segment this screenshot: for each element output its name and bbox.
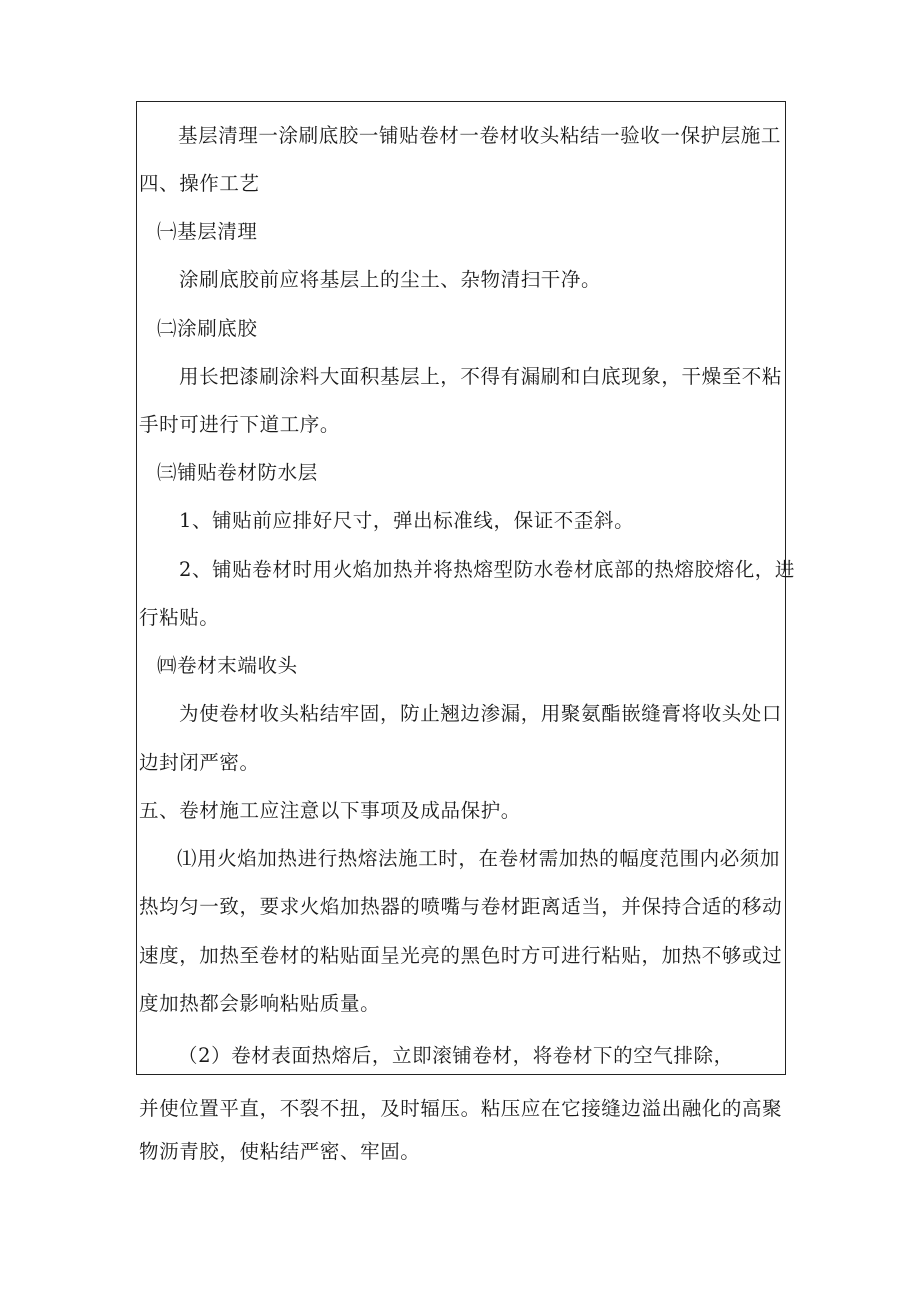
subheading-1: ㈠基层清理 xyxy=(157,220,258,243)
paragraph-text: 手时可进行下道工序。 xyxy=(139,413,341,436)
process-flow-line: 基层清理一涂刷底胶一铺贴卷材一卷材收头粘结一验收一保护层施工 xyxy=(178,124,782,147)
paragraph-text: 热均匀一致，要求火焰加热器的喷嘴与卷材距离适当，并保持合适的移动 xyxy=(139,895,783,918)
subheading-4: ㈣卷材末端收头 xyxy=(157,654,298,677)
subheading-3: ㈢铺贴卷材防水层 xyxy=(157,461,318,484)
paragraph-text: 速度，加热至卷材的粘贴面呈光亮的黑色时方可进行粘贴，加热不够或过 xyxy=(139,944,783,967)
numbered-item-2: （2）卷材表面热熔后，立即滚铺卷材，将卷材下的空气排除， xyxy=(178,1044,734,1067)
content-table-border xyxy=(136,101,786,1075)
paragraph-text: 度加热都会影响粘贴质量。 xyxy=(139,992,381,1015)
paragraph-text: 并使位置平直，不裂不扭，及时辐压。粘压应在它接缝边溢出融化的高聚 xyxy=(139,1097,783,1120)
numbered-item-2: 2、铺贴卷材时用火焰加热并将热熔型防水卷材底部的热熔胶熔化，进 xyxy=(179,558,796,581)
numbered-item-1: 1、铺贴前应排好尺寸，弹出标准线，保证不歪斜。 xyxy=(179,509,635,532)
paragraph-text: 物沥青胶，使粘结严密、牢固。 xyxy=(139,1140,421,1163)
subheading-2: ㈡涂刷底胶 xyxy=(157,317,258,340)
paragraph-text: 行粘贴。 xyxy=(139,606,220,629)
paragraph-text: 涂刷底胶前应将基层上的尘土、杂物清扫干净。 xyxy=(179,268,602,291)
paragraph-text: 用长把漆刷涂料大面积基层上，不得有漏刷和白底现象，干燥至不粘 xyxy=(179,365,783,388)
section-heading-5: 五、卷材施工应注意以下事项及成品保护。 xyxy=(139,799,521,822)
numbered-item-1: ⑴用火焰加热进行热熔法施工时，在卷材需加热的幅度范围内必须加 xyxy=(177,847,781,870)
paragraph-text: 为使卷材收头粘结牢固，防止翘边渗漏，用聚氨酯嵌缝膏将收头处口 xyxy=(179,702,783,725)
paragraph-text: 边封闭严密。 xyxy=(139,751,260,774)
section-heading-4: 四、操作工艺 xyxy=(139,172,260,195)
